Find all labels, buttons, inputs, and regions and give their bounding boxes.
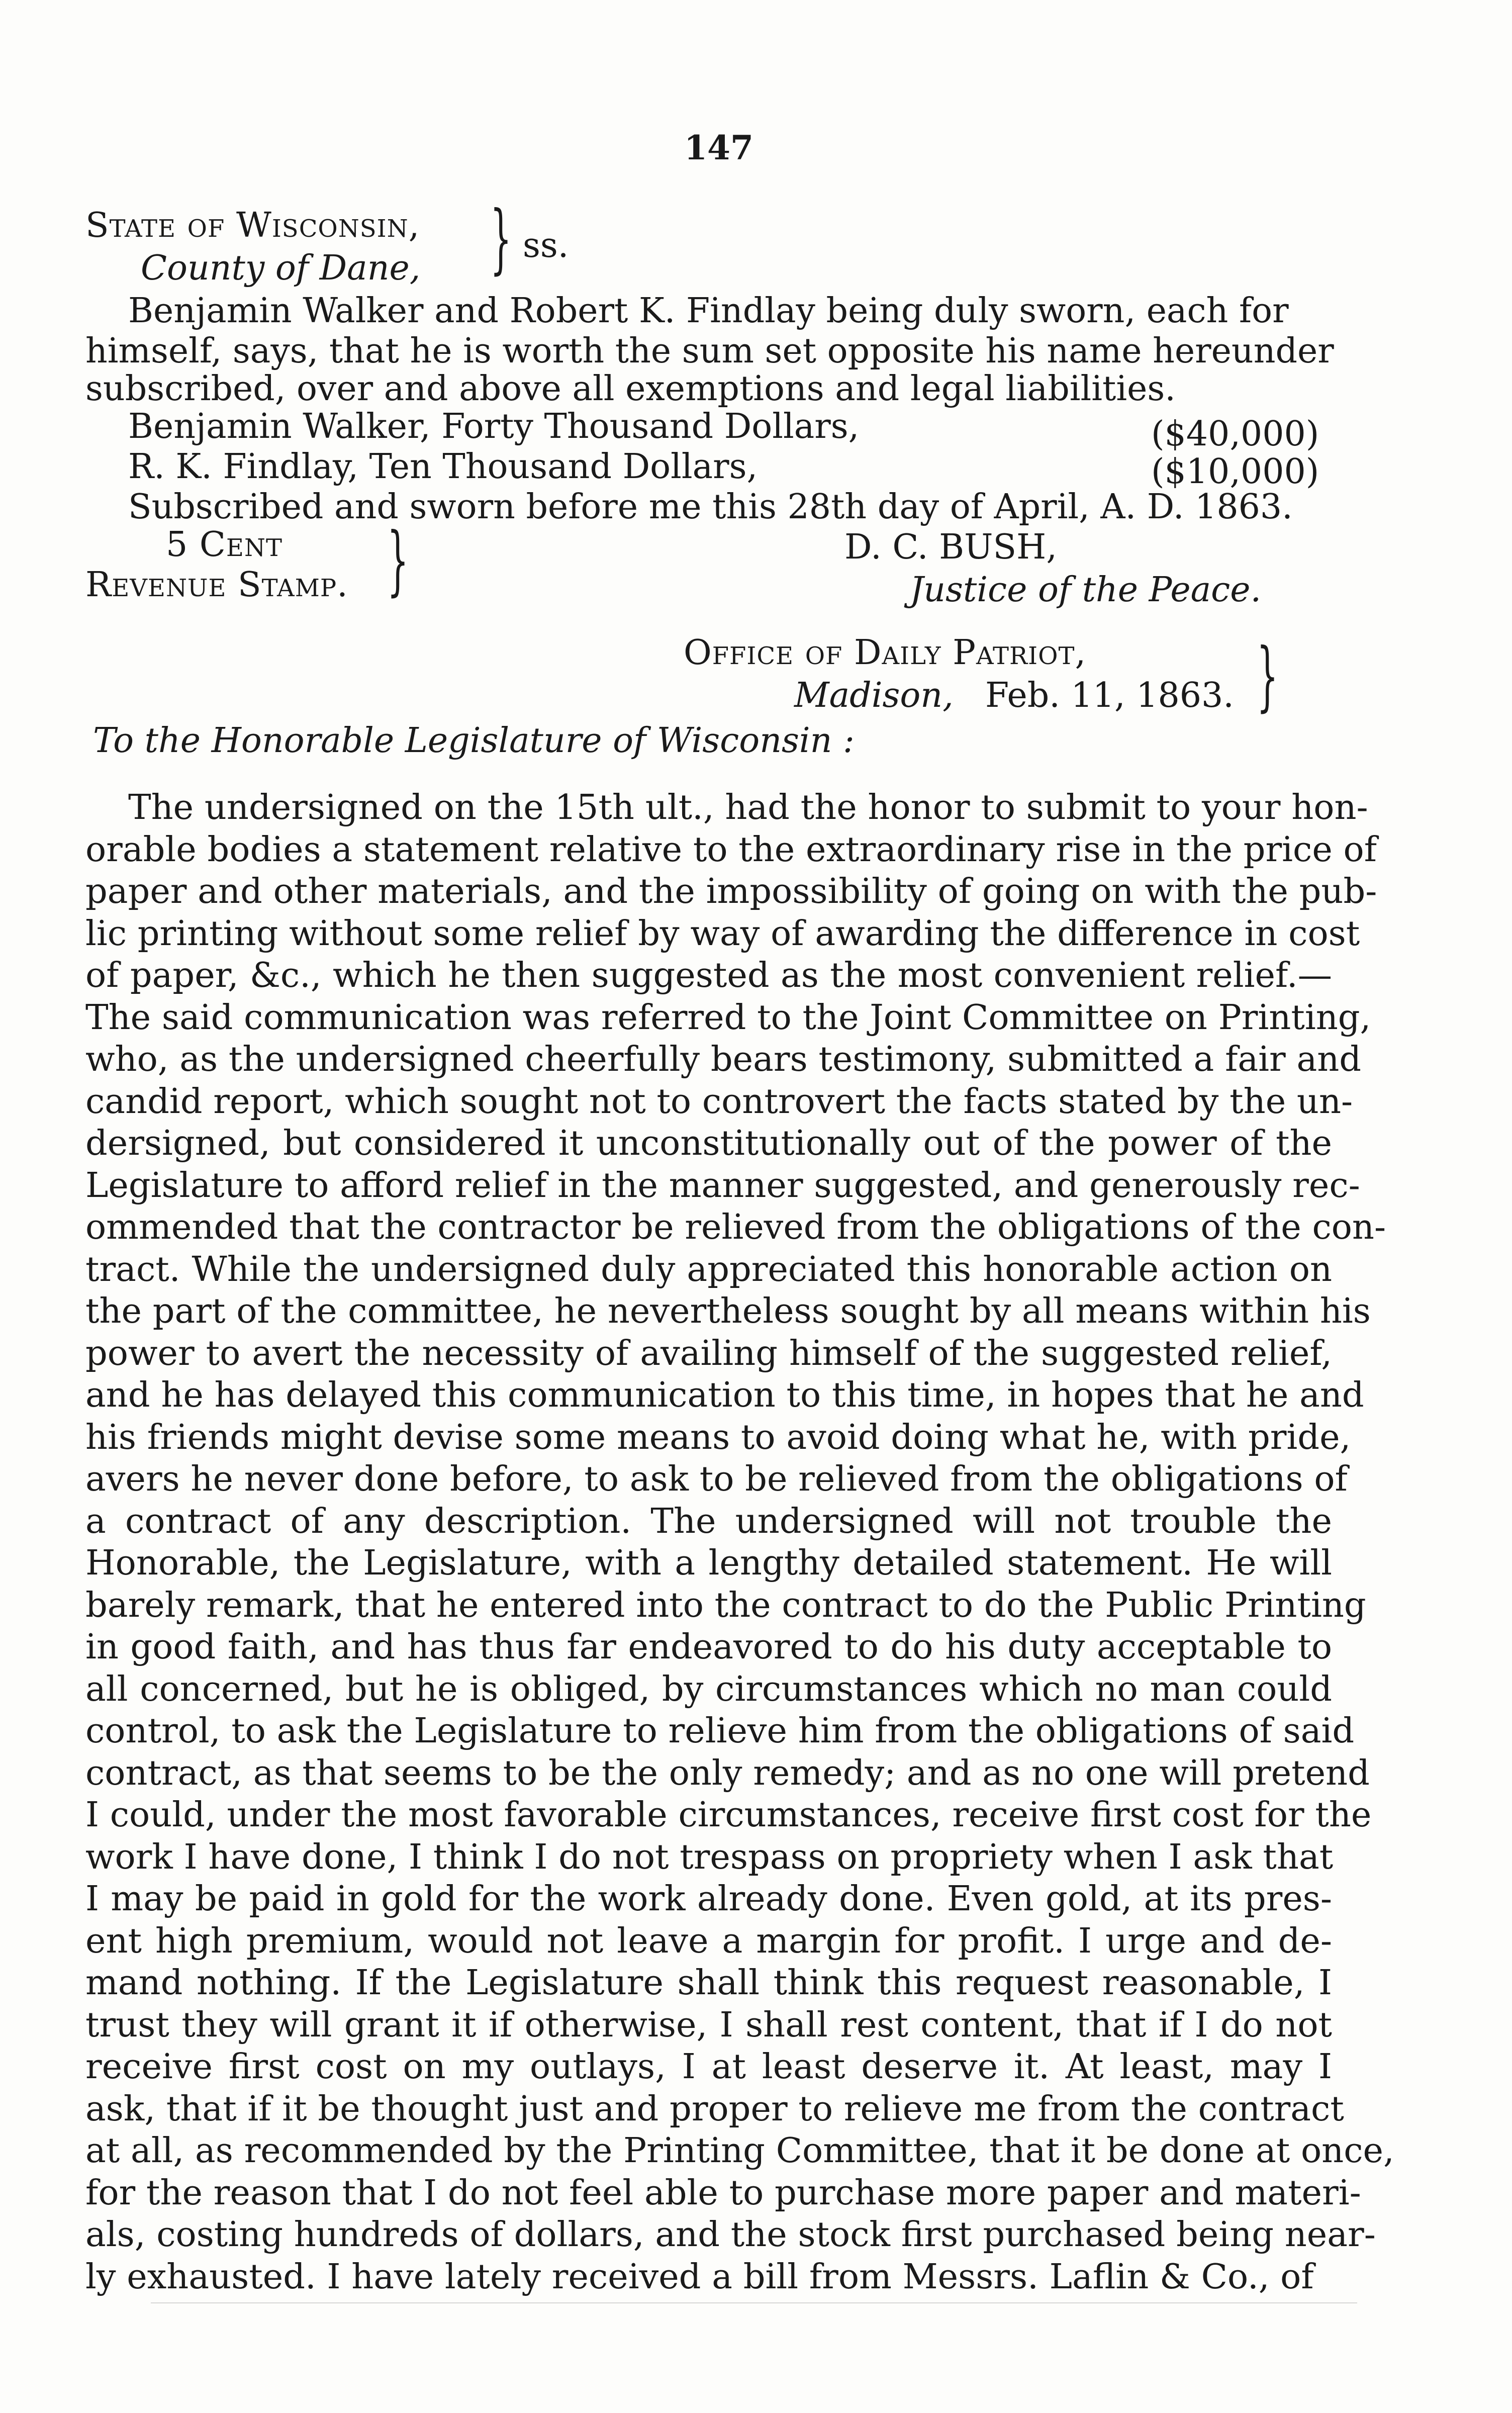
jurat: Subscribed and sworn before me this 28th day of April, A. D. 1863. — [128, 487, 1293, 527]
body-line: work I have done, I think I do not trespass on propriety when I ask that — [85, 1837, 1334, 1877]
venue-brace: } — [490, 195, 512, 283]
body-line: of paper, &c., which he then suggested as the most convenient relief.— — [85, 956, 1332, 995]
body-line: trust they will grant it if otherwise, I shall rest content, that if I do not — [85, 2005, 1332, 2045]
body-line: paper and other materials, and the impossibility of going on with the pub- — [85, 872, 1377, 911]
body-line: lic printing without some relief by way of awarding the difference in cost — [85, 913, 1360, 954]
letterhead-place: Madison, — [794, 676, 954, 715]
affidavit-line-1: Benjamin Walker and Robert K. Findlay being duly sworn, each for — [128, 291, 1289, 331]
salutation: To the Honorable Legislature of Wisconsin : — [93, 721, 855, 761]
affidavit-line-3: subscribed, over and above all exemptions and legal liabilities. — [85, 369, 1176, 409]
body-line: at all, as recommended by the Printing Committee, that it be done at once, — [85, 2131, 1394, 2171]
stamp-brace: } — [387, 517, 409, 604]
body-line: the part of the committee, he nevertheless sought by all means within his — [85, 1291, 1371, 1331]
body-line: for the reason that I do not feel able to purchase more paper and materi- — [85, 2173, 1361, 2213]
body-line: The undersigned on the 15th ult., had the honor to submit to your hon- — [128, 788, 1368, 827]
body-line: ask, that if it be thought just and proper to relieve me from the contract — [85, 2089, 1344, 2129]
justice-title: Justice of the Peace. — [910, 570, 1262, 610]
body-line: his friends might devise some means to avoid doing what he, with pride, — [85, 1417, 1351, 1457]
venue-county: County of Dane, — [141, 248, 421, 288]
body-line: dersigned, but considered it unconstitutionally out of the power of the — [85, 1124, 1332, 1163]
stamp-line-2: Revenue Stamp. — [85, 565, 348, 605]
venue-state: State of Wisconsin, — [85, 206, 420, 245]
body-line: als, costing hundreds of dollars, and the stock first purchased being near- — [85, 2215, 1376, 2255]
surety-1-amount: ($40,000) — [1151, 414, 1319, 454]
letterhead-office: Office of Daily Patriot, — [684, 633, 1087, 673]
page-number: 147 — [684, 128, 753, 167]
affidavit-line-2: himself, says, that he is worth the sum set opposite his name hereunder — [85, 331, 1334, 371]
body-line: Honorable, the Legislature, with a lengthy detailed statement. He will — [85, 1543, 1332, 1583]
body-line: candid report, which sought not to controvert the facts stated by the un- — [85, 1081, 1353, 1122]
stamp-line-1: 5 Cent — [166, 525, 282, 565]
body-line: tract. While the undersigned duly appreciated this honorable action on — [85, 1249, 1332, 1289]
body-line: in good faith, and has thus far endeavored to do his duty acceptable to — [85, 1627, 1332, 1667]
surety-2-name: R. K. Findlay, Ten Thousand Dollars, — [128, 447, 758, 487]
body-line: I could, under the most favorable circumstances, receive first cost for the — [85, 1795, 1372, 1835]
body-line: who, as the undersigned cheerfully bears testimony, submitted a fair and — [85, 1040, 1362, 1079]
surety-1-name: Benjamin Walker, Forty Thousand Dollars, — [128, 407, 860, 446]
surety-2-amount: ($10,000) — [1151, 452, 1319, 492]
body-line: receive first cost on my outlays, I at least deserve it. At least, may I — [85, 2047, 1332, 2087]
letter-body — [85, 787, 1394, 2298]
body-line: a contract of any description. The undersigned will not trouble the — [85, 1501, 1332, 1541]
justice-signature: D. C. BUSH, — [844, 527, 1057, 567]
venue-ss: ss. — [523, 226, 569, 265]
body-line: The said communication was referred to the Joint Committee on Printing, — [85, 997, 1371, 1038]
body-line: orable bodies a statement relative to the extraordinary rise in the price of — [85, 829, 1377, 870]
page-bottom-rule — [151, 2302, 1357, 2303]
body-line: ly exhausted. I have lately received a bill from Messrs. Laflin & Co., of — [85, 2257, 1314, 2297]
body-line: all concerned, but he is obliged, by circumstances which no man could — [85, 1669, 1332, 1709]
letterhead-brace: } — [1257, 632, 1278, 720]
letterhead-date: Feb. 11, 1863. — [985, 676, 1234, 715]
body-line: barely remark, that he entered into the contract to do the Public Printing — [85, 1585, 1366, 1625]
body-line: contract, as that seems to be the only remedy; and as no one will pretend — [85, 1753, 1370, 1793]
body-line: I may be paid in gold for the work already done. Even gold, at its pres- — [85, 1879, 1332, 1919]
body-line: control, to ask the Legislature to relieve him from the obligations of said — [85, 1711, 1355, 1751]
body-line: avers he never done before, to ask to be relieved from the obligations of — [85, 1459, 1348, 1499]
body-line: and he has delayed this communication to this time, in hopes that he and — [85, 1375, 1364, 1415]
body-line: ent high premium, would not leave a margin for profit. I urge and de- — [85, 1921, 1332, 1961]
body-line: Legislature to afford relief in the manner suggested, and generously rec- — [85, 1165, 1360, 1205]
body-line: ommended that the contractor be relieved from the obligations of the con- — [85, 1208, 1386, 1247]
body-line: power to avert the necessity of availing himself of the suggested relief, — [85, 1333, 1332, 1373]
body-line: mand nothing. If the Legislature shall think this request reasonable, I — [85, 1963, 1332, 2003]
